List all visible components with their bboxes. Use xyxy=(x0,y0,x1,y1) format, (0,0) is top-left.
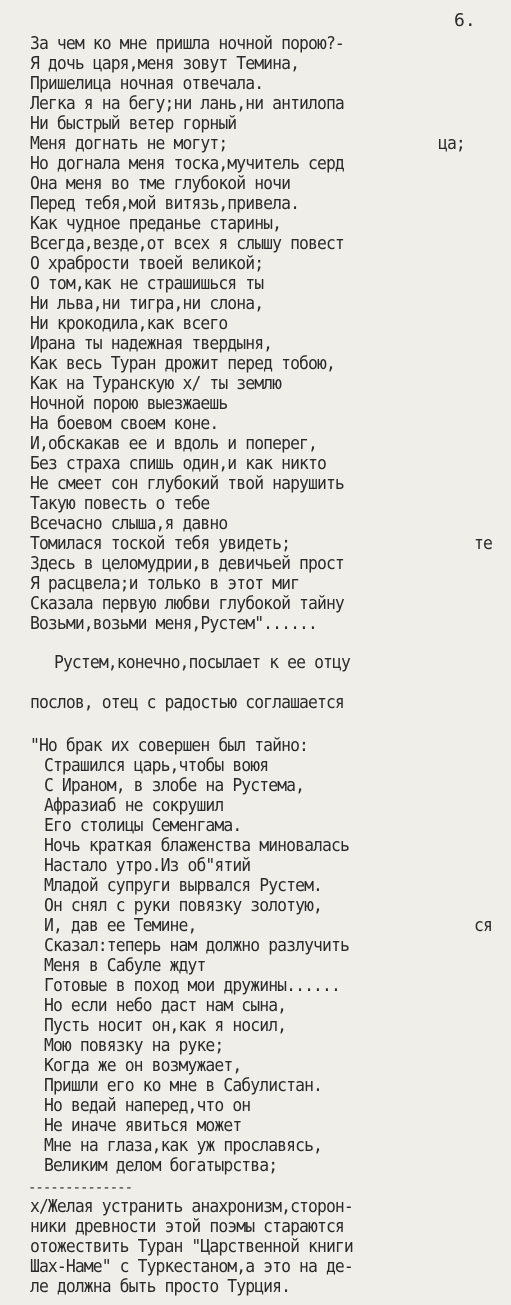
verse-line: Страшился царь,чтобы воюя xyxy=(44,755,269,776)
verse-line: Пришелица ночная отвечала. xyxy=(30,73,264,94)
verse-line: Великим делом богатырства; xyxy=(44,1155,278,1176)
verse-line: Возьми,возьми меня,Рустем"...... xyxy=(30,613,317,634)
footnote-line: x/Желая устранить анахронизм,сторон- xyxy=(30,1196,353,1217)
verse-line: Ни крокодила,как всего xyxy=(30,313,228,334)
verse-line: Не смеет сон глубокий твой нарушить xyxy=(30,473,344,494)
verse-line: Пусть носит он,как я носил, xyxy=(44,1015,287,1036)
verse-line: Меня в Сабуле ждут xyxy=(44,955,206,976)
verse-line: Без страха спишь один,и как никто xyxy=(30,453,326,474)
verse-line: Я расцвела;и только в этот миг xyxy=(30,573,300,594)
verse-line: Но если небо даст нам сына, xyxy=(44,995,287,1016)
verse-line: За чем ко мне пришла ночной порою?- xyxy=(30,33,344,54)
verse-line: С Ираном, в злобе на Рустема, xyxy=(44,775,305,796)
verse-line: Сказал:теперь нам должно разлучить xyxy=(44,935,349,956)
verse-line: На боевом своем коне. xyxy=(30,413,219,434)
verse-line: Ни быстрый ветер горный xyxy=(30,113,237,134)
verse-line: Ночной порою выезжаешь xyxy=(30,393,228,414)
verse-line: Ирана ты надежная твердыня, xyxy=(30,333,273,354)
prose-line: Рустем,конечно,посылает к ее отцу xyxy=(54,652,350,673)
verse-line: Мою повязку на руке; xyxy=(44,1035,224,1056)
page-number: 6. xyxy=(454,10,476,31)
verse-line: Я дочь царя,меня зовут Темина, xyxy=(30,53,300,74)
verse-line-tail: те xyxy=(474,533,492,554)
verse-line: Настало утро.Из об"ятий xyxy=(44,855,251,876)
verse-line: Когда же он возмужает, xyxy=(44,1055,242,1076)
verse-line: Такую повесть о тебе xyxy=(30,493,210,514)
footnote-line: ле должна быть просто Турция. xyxy=(30,1276,291,1297)
verse-line: Меня догнать не могут; xyxy=(30,133,228,154)
verse-line: Всегда,везде,от всех я слышу повест xyxy=(30,233,344,254)
footnote-line: ники древности этой поэмы стараются xyxy=(30,1216,344,1237)
prose-line: послов, отец с радостью соглашается xyxy=(30,692,344,713)
verse-line: Как чудное преданье старины, xyxy=(30,213,282,234)
verse-line: Афразиаб не сокрушил xyxy=(44,795,224,816)
verse-line: Но догнала меня тоска,мучитель серд xyxy=(30,153,344,174)
verse-line: Не иначе явиться может xyxy=(44,1115,242,1136)
verse-line: Томилася тоской тебя увидеть; xyxy=(30,533,291,554)
verse-line: О том,как не страшишься ты xyxy=(30,273,264,294)
footnote-separator: -------------- xyxy=(28,1180,133,1196)
verse-line: Ночь краткая блаженства миновалась xyxy=(44,835,349,856)
verse-line-tail: ся xyxy=(474,915,492,936)
verse-line: Его столицы Семенгама. xyxy=(44,815,242,836)
verse-line: Пришли его ко мне в Сабулистан. xyxy=(44,1075,323,1096)
verse-line: Мне на глаза,как уж прославясь, xyxy=(44,1135,323,1156)
verse-line: Готовые в поход мои дружины...... xyxy=(44,975,340,996)
verse-line: Он снял с руки повязку золотую, xyxy=(44,895,323,916)
verse-line: Легка я на бегу;ни лань,ни антилопа xyxy=(30,93,344,114)
footnote-line: отожествить Туран "Царственной книги xyxy=(30,1236,353,1257)
verse-line: Ни льва,ни тигра,ни слона, xyxy=(30,293,264,314)
verse-line: Но ведай наперед,что он xyxy=(44,1095,251,1116)
footnote-line: Шах-Наме" с Туркестаном,а это на де- xyxy=(30,1256,353,1277)
verse-line: Сказала первую любви глубокой тайну xyxy=(30,593,344,614)
verse-line: И, дав ее Темине, xyxy=(44,915,197,936)
verse-line: И,обскакав ее и вдоль и поперег, xyxy=(30,433,317,454)
verse-line: Как весь Туран дрожит перед тобою, xyxy=(30,353,335,374)
verse-line: Как на Туранскую x/ ты землю xyxy=(30,373,282,394)
verse-line: Перед тебя,мой витязь,привела. xyxy=(30,193,300,214)
verse-line: Она меня во тме глубокой ночи xyxy=(30,173,291,194)
verse-line-tail: ца; xyxy=(438,133,465,154)
verse-line: Здесь в целомудрии,в девичьей прост xyxy=(30,553,344,574)
verse-line: "Но брак их совершен был тайно: xyxy=(30,735,309,756)
verse-line: Младой супруги вырвался Рустем. xyxy=(44,875,323,896)
verse-line: Всечасно слыша,я давно xyxy=(30,513,228,534)
verse-line: О храбрости твоей великой; xyxy=(30,253,264,274)
